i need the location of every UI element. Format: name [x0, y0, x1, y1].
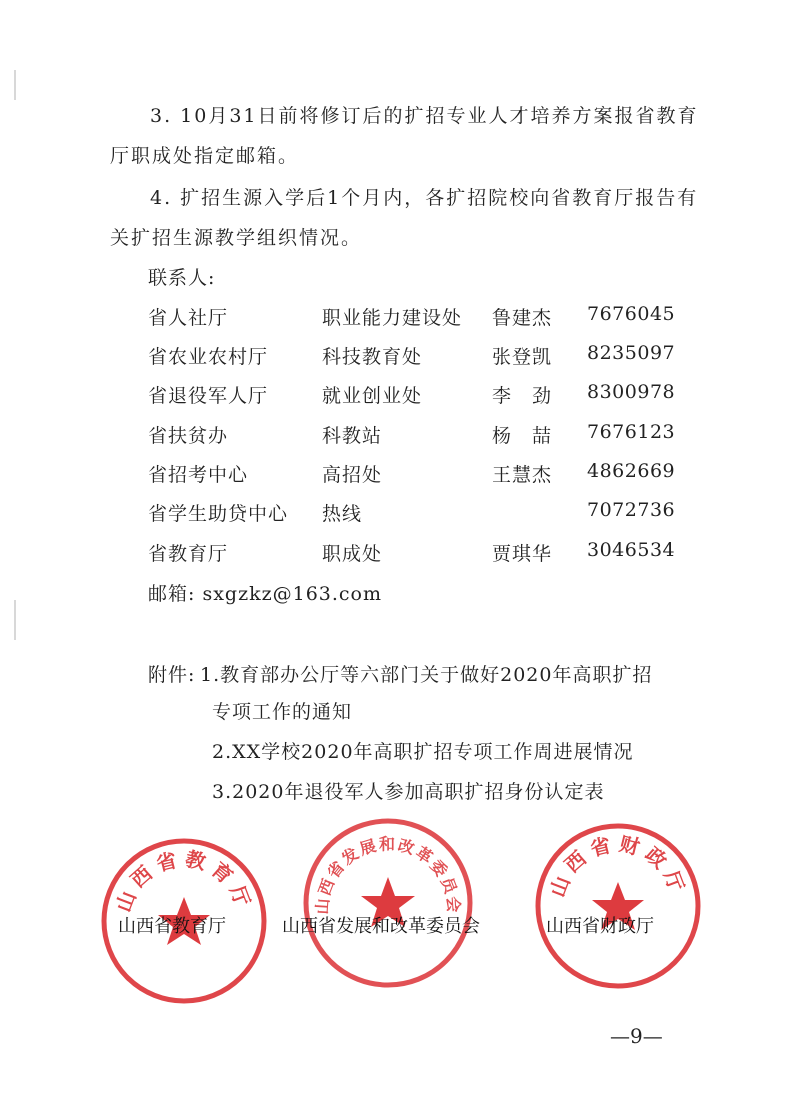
- contact-phone: 7676045: [587, 303, 676, 325]
- contact-row: [0, 460, 793, 490]
- contact-phone: 4862669: [587, 460, 676, 482]
- signatory-education-dept: 山西省教育厅: [118, 916, 226, 937]
- contact-row: [0, 381, 793, 411]
- contact-org: 省农业农村厅: [148, 346, 269, 368]
- page-number: —9—: [610, 1024, 663, 1048]
- contact-name: 李 劲: [492, 385, 553, 407]
- contact-dept: 职业能力建设处: [322, 307, 463, 329]
- contact-dept: 科教站: [322, 425, 383, 447]
- contact-row: [0, 303, 793, 333]
- scan-margin-mark: [14, 70, 16, 100]
- signatory-row: [0, 912, 793, 942]
- seal-ring-text: 山西省教育厅: [111, 846, 257, 916]
- signatory-development-reform: 山西省发展和改革委员会: [282, 916, 480, 937]
- contact-org: 省教育厅: [148, 543, 229, 565]
- contact-name: 贾琪华: [492, 543, 553, 565]
- contact-org: 省人社厅: [148, 307, 229, 329]
- contact-org: 省退役军人厅: [148, 385, 269, 407]
- seal-ring-text: 山西省发展和改革委员会: [312, 834, 464, 916]
- scan-margin-mark: [14, 600, 16, 640]
- paragraph-3: 3. 10月31日前将修订后的扩招专业人才培养方案报省教育厅职成处指定邮箱。: [110, 105, 699, 167]
- signatory-finance-dept: 山西省财政厅: [546, 916, 654, 937]
- contact-name: 张登凯: [492, 346, 553, 368]
- contact-phone: 7676123: [587, 421, 676, 443]
- contact-phone: 3046534: [587, 539, 676, 561]
- contacts-heading: 联系人:: [148, 267, 216, 289]
- contact-dept: 科技教育处: [322, 346, 423, 368]
- contact-row: [0, 342, 793, 372]
- contact-dept: 热线: [322, 503, 363, 525]
- contact-dept: 高招处: [322, 464, 383, 486]
- contact-row: [0, 421, 793, 451]
- contact-row: [0, 499, 793, 529]
- contact-org: 省扶贫办: [148, 425, 229, 447]
- seal-ring-text: 山西省财政厅: [545, 831, 691, 901]
- contact-name: 王慧杰: [492, 464, 553, 486]
- contact-phone: 7072736: [587, 499, 676, 521]
- attachment-item-1: 1.教育部办公厅等六部门关于做好2020年高职扩招: [200, 664, 653, 686]
- contact-dept: 就业创业处: [322, 385, 423, 407]
- contact-org: 省招考中心: [148, 464, 249, 486]
- paragraph-4: 4. 扩招生源入学后1个月内，各扩招院校向省教育厅报告有关扩招生源教学组织情况。: [110, 187, 699, 249]
- contact-dept: 职成处: [322, 543, 383, 565]
- attachment-item-3: 3.2020年退役军人参加高职扩招身份认定表: [212, 781, 605, 803]
- contact-name: 杨 喆: [492, 425, 553, 447]
- attachments-label: 附件:: [148, 664, 196, 686]
- attachment-item-2: 2.XX学校2020年高职扩招专项工作周进展情况: [212, 741, 634, 763]
- contact-name: 鲁建杰: [492, 307, 553, 329]
- attachment-item-1-cont: 专项工作的通知: [212, 701, 353, 723]
- contact-row: [0, 539, 793, 569]
- seal-stamp-finance-dept: [532, 820, 704, 992]
- contact-phone: 8235097: [587, 342, 676, 364]
- seal-stamp-development-reform: [300, 815, 476, 991]
- contact-phone: 8300978: [587, 381, 676, 403]
- contact-org: 省学生助贷中心: [148, 503, 289, 525]
- email-line: 邮箱: sxgzkz@163.com: [148, 583, 383, 605]
